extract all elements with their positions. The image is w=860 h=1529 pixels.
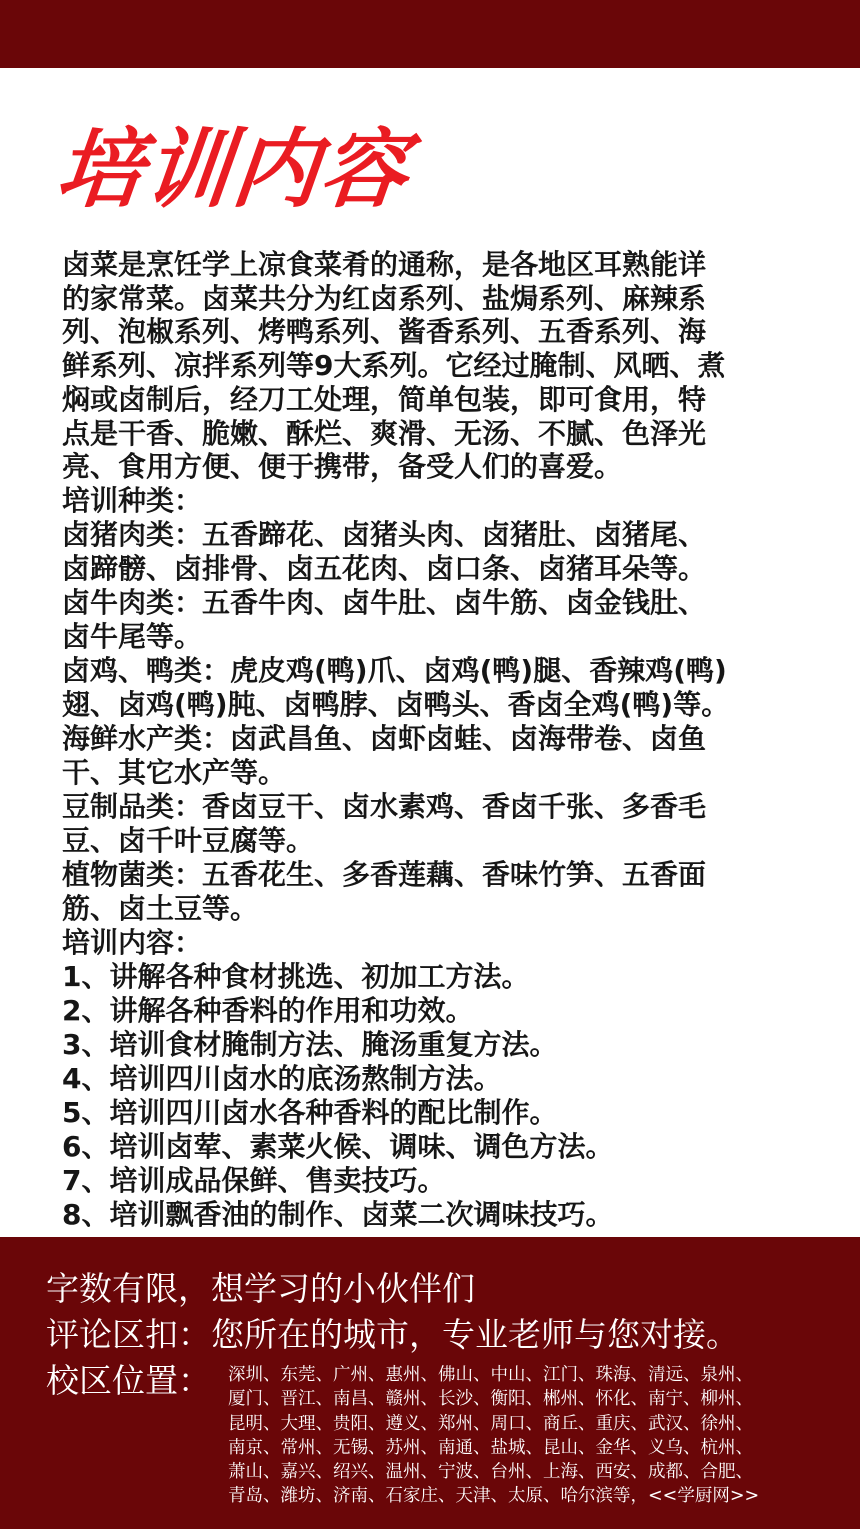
campus-list <box>228 1363 828 1509</box>
body-text <box>62 248 782 1232</box>
intro-line: 亮、食用方便、便于携带，备受人们的喜爱。 <box>62 450 623 484</box>
intro-line: 列、泡椒系列、烤鸭系列、酱香系列、五香系列、海 <box>62 315 707 349</box>
page-title: 培训内容 <box>51 120 415 220</box>
content-item: 8、培训飘香油的制作、卤菜二次调味技巧。 <box>62 1197 614 1231</box>
category-line: 海鲜水产类：卤武昌鱼、卤虾卤蛙、卤海带卷、卤鱼 <box>62 721 707 755</box>
content-item: 7、培训成品保鲜、售卖技巧。 <box>62 1163 446 1197</box>
intro-paragraph <box>62 248 782 484</box>
content-item: 1、讲解各种食材挑选、初加工方法。 <box>62 959 530 993</box>
campus-line: 南京、常州、无锡、苏州、南通、盐城、昆山、金华、义乌、杭州、 <box>228 1437 753 1458</box>
main-content <box>0 68 860 1237</box>
category-beef <box>62 586 782 654</box>
types-heading: 培训种类： <box>62 483 203 517</box>
category-line: 豆、卤千叶豆腐等。 <box>62 823 315 857</box>
category-pork <box>62 518 782 586</box>
content-item: 5、培训四川卤水各种香料的配比制作。 <box>62 1095 558 1129</box>
footer-banner <box>0 1237 860 1529</box>
category-line: 筋、卤土豆等。 <box>62 891 259 925</box>
campus-line: 昆明、大理、贵阳、遵义、郑州、周口、商丘、重庆、武汉、徐州、 <box>228 1413 753 1434</box>
top-banner <box>0 0 860 68</box>
intro-line: 鲜系列、凉拌系列等9大系列。它经过腌制、风晒、煮 <box>62 349 726 383</box>
campus-line: 厦门、晋江、南昌、赣州、长沙、衡阳、郴州、怀化、南宁、柳州、 <box>228 1389 753 1410</box>
content-heading: 培训内容： <box>62 925 203 959</box>
category-seafood <box>62 722 782 790</box>
category-line: 卤鸡、鸭类：虎皮鸡(鸭)爪、卤鸡(鸭)腿、香辣鸡(鸭) <box>62 653 727 687</box>
intro-line: 焖或卤制后，经刀工处理，简单包装，即可食用，特 <box>62 382 707 416</box>
category-line: 卤蹄髈、卤排骨、卤五花肉、卤口条、卤猪耳朵等。 <box>62 551 707 585</box>
category-line: 卤牛肉类：五香牛肉、卤牛肚、卤牛筋、卤金钱肚、 <box>62 585 707 619</box>
content-item: 3、培训食材腌制方法、腌汤重复方法。 <box>62 1027 558 1061</box>
content-item: 2、讲解各种香料的作用和功效。 <box>62 993 474 1027</box>
campus-line: 萧山、嘉兴、绍兴、温州、宁波、台州、上海、西安、成都、合肥、 <box>228 1462 753 1483</box>
intro-line: 点是干香、脆嫩、酥烂、爽滑、无汤、不腻、色泽光 <box>62 416 707 450</box>
category-soy <box>62 790 782 858</box>
footer-line-1: 字数有限，想学习的小伙伴们 <box>46 1269 475 1308</box>
category-line: 卤猪肉类：五香蹄花、卤猪头肉、卤猪肚、卤猪尾、 <box>62 517 707 551</box>
campus-line: 深圳、东莞、广州、惠州、佛山、中山、江门、珠海、清远、泉州、 <box>228 1365 753 1385</box>
intro-line: 卤菜是烹饪学上凉食菜肴的通称，是各地区耳熟能详 <box>62 248 707 281</box>
content-item: 6、培训卤荤、素菜火候、调味、调色方法。 <box>62 1129 614 1163</box>
category-vegetable <box>62 858 782 926</box>
category-line: 卤牛尾等。 <box>62 619 203 653</box>
footer-line-2: 评论区扣：您所在的城市，专业老师与您对接。 <box>46 1315 739 1354</box>
campus-label: 校区位置： <box>46 1361 211 1400</box>
category-poultry <box>62 654 782 722</box>
intro-line: 的家常菜。卤菜共分为红卤系列、盐焗系列、麻辣系 <box>62 281 707 315</box>
campus-line: 青岛、潍坊、济南、石家庄、天津、太原、哈尔滨等，<<学厨网>> <box>228 1486 760 1507</box>
category-line: 豆制品类：香卤豆干、卤水素鸡、香卤千张、多香毛 <box>62 789 707 823</box>
category-line: 植物菌类：五香花生、多香莲藕、香味竹笋、五香面 <box>62 857 707 891</box>
category-line: 干、其它水产等。 <box>62 755 287 789</box>
content-item: 4、培训四川卤水的底汤熬制方法。 <box>62 1061 502 1095</box>
category-line: 翅、卤鸡(鸭)肫、卤鸭脖、卤鸭头、香卤全鸡(鸭)等。 <box>62 687 730 721</box>
